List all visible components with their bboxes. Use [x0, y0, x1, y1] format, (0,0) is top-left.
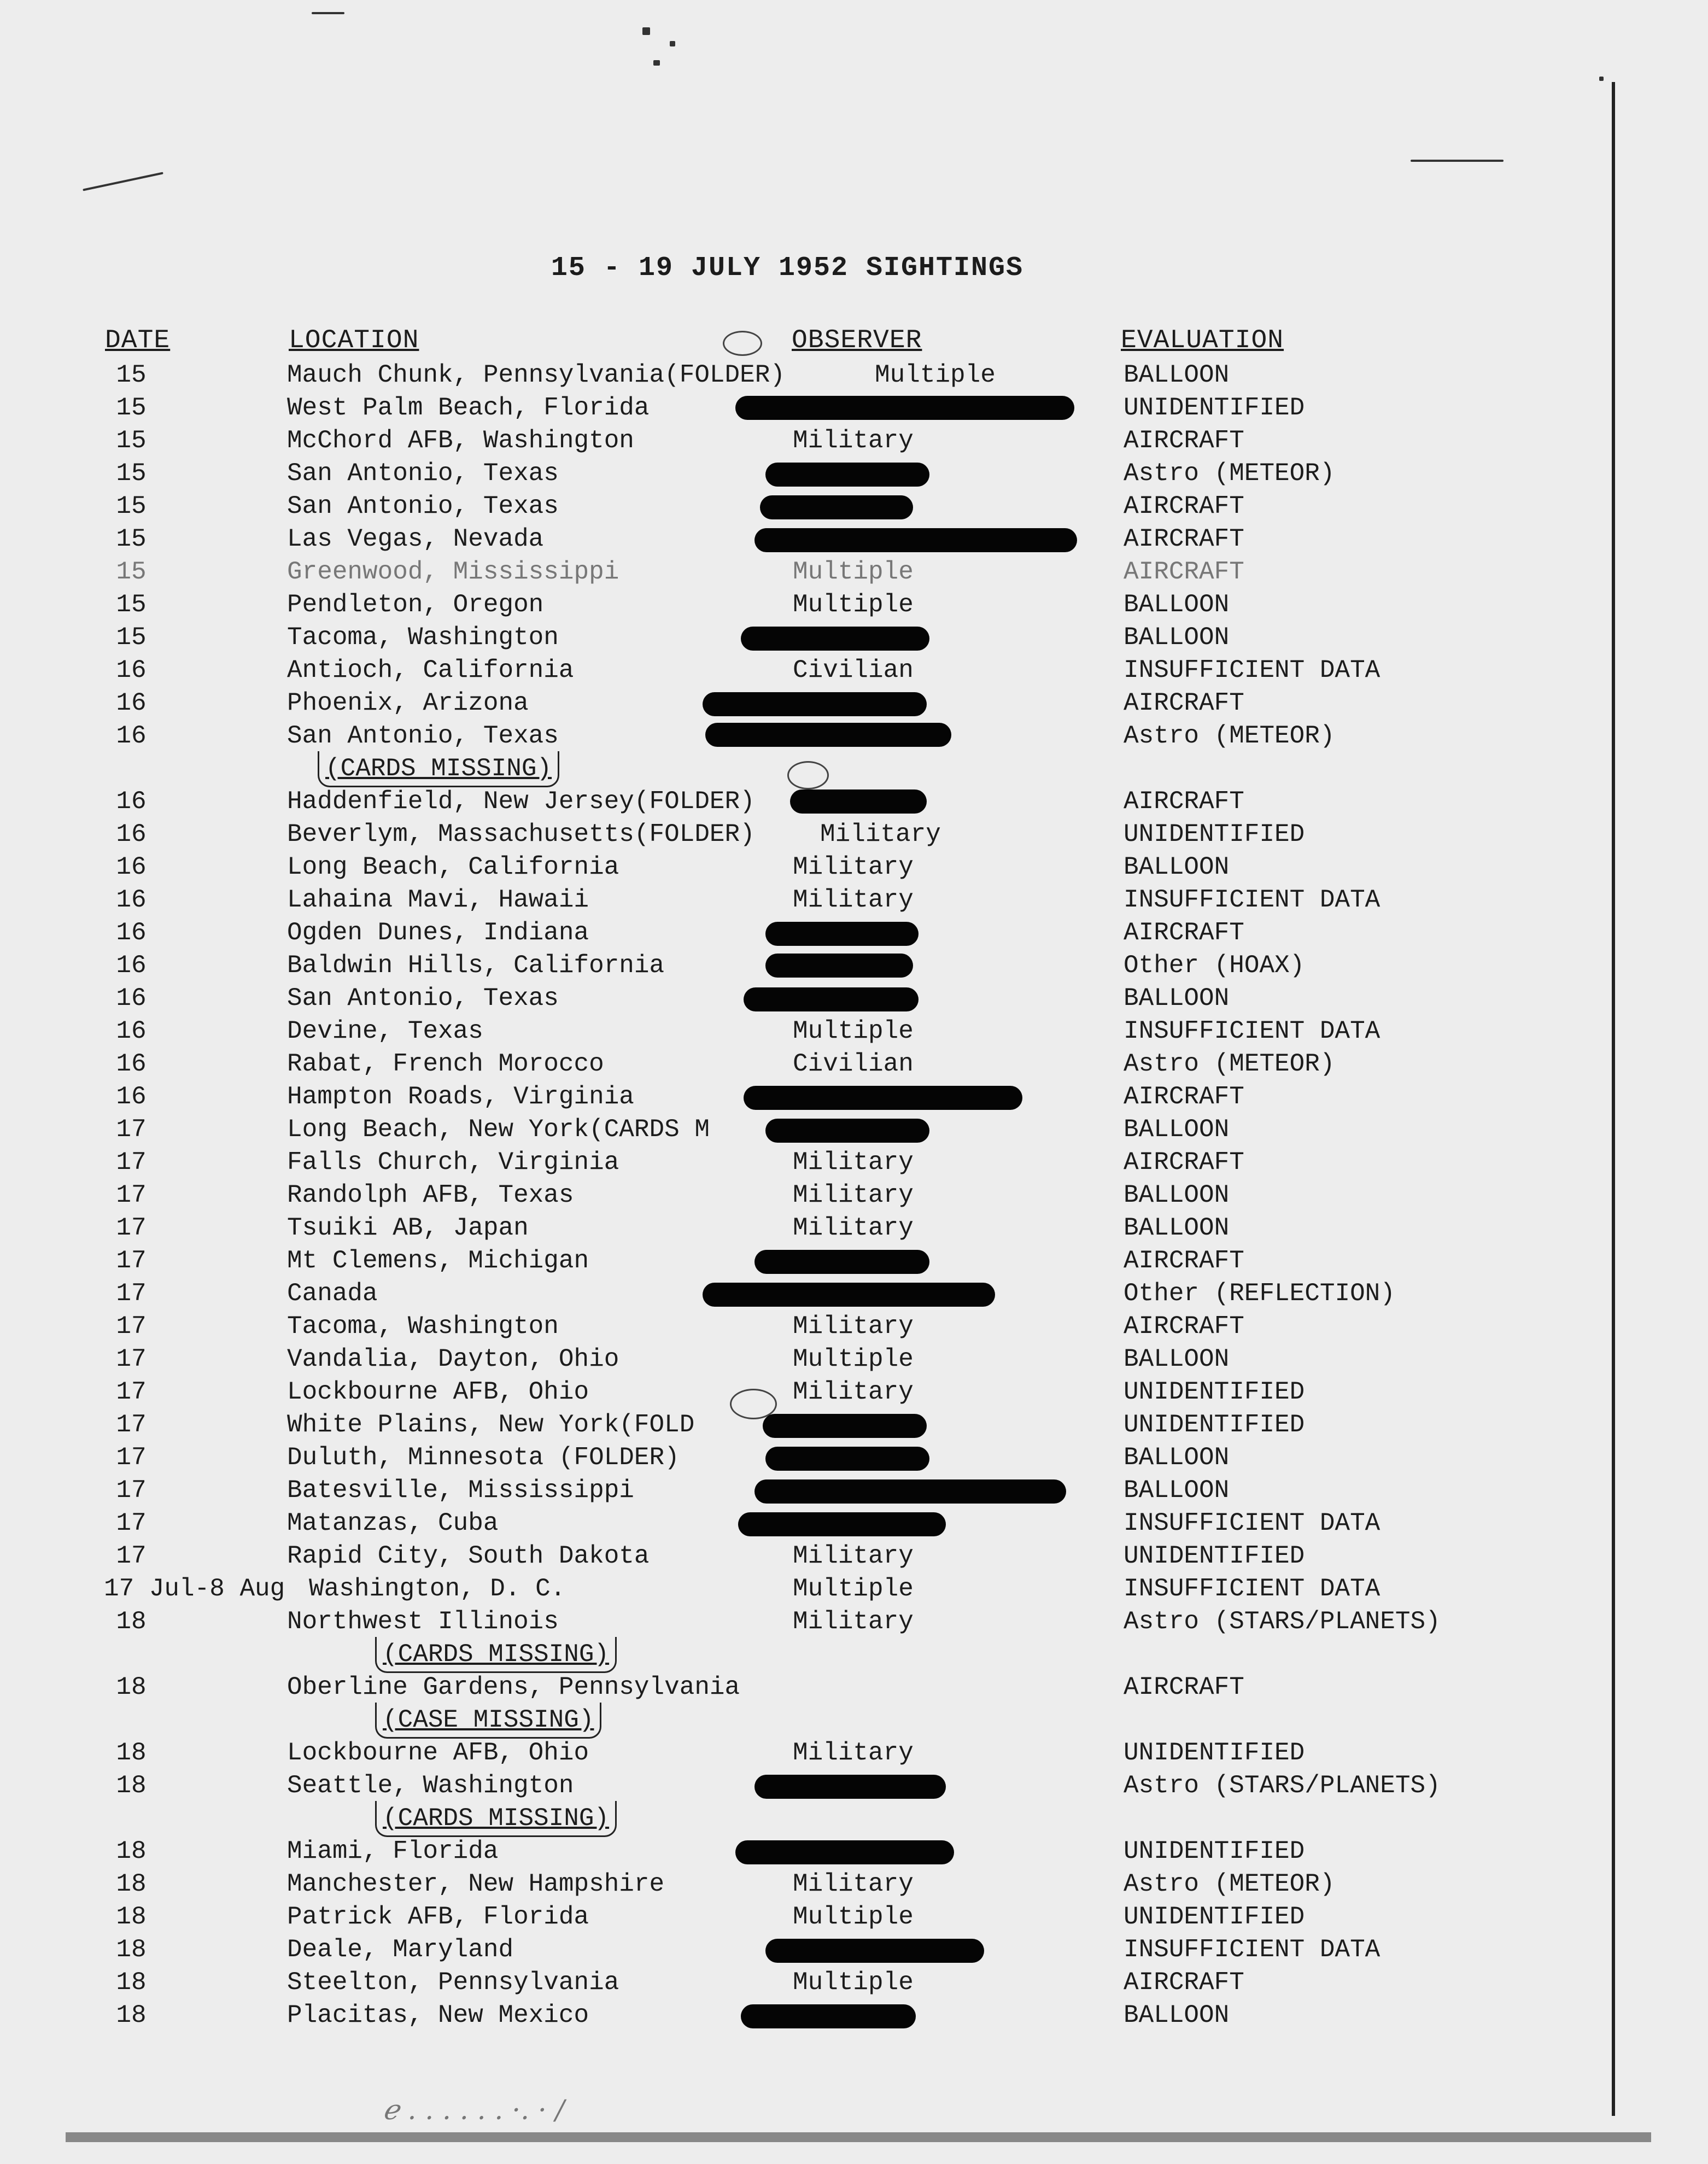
row-evaluation: Astro (METEOR): [1124, 1050, 1335, 1078]
row-observer: Civilian: [793, 1050, 914, 1078]
row-location: Randolph AFB, Texas: [287, 1181, 574, 1209]
row-observer: Military: [793, 853, 914, 881]
row-location: Canada: [287, 1279, 378, 1308]
row-evaluation: Astro (METEOR): [1124, 459, 1335, 488]
row-date: 15: [116, 459, 147, 488]
row-evaluation: UNIDENTIFIED: [1124, 1837, 1305, 1865]
row-observer: Civilian: [793, 656, 914, 685]
row-observer: Military: [793, 1378, 914, 1406]
table-row: [0, 1673, 1708, 1706]
table-row: [0, 1968, 1708, 2001]
row-location: McChord AFB, Washington: [287, 426, 634, 455]
row-date: 15: [116, 361, 147, 389]
row-evaluation: UNIDENTIFIED: [1124, 1411, 1305, 1439]
row-date: 15: [116, 394, 147, 422]
row-date: 17: [116, 1312, 147, 1341]
table-row: [0, 1214, 1708, 1247]
row-location: Lockbourne AFB, Ohio: [287, 1378, 589, 1406]
row-date: 18: [116, 1739, 147, 1767]
row-location: Tacoma, Washington: [287, 1312, 559, 1341]
row-evaluation: BALLOON: [1124, 1214, 1230, 1242]
table-row: [0, 1870, 1708, 1903]
row-date: 16: [116, 951, 147, 980]
row-evaluation: AIRCRAFT: [1124, 1312, 1244, 1341]
redaction-bar: [741, 627, 929, 651]
row-location: Duluth, Minnesota (FOLDER): [287, 1443, 680, 1472]
row-date: 17: [116, 1115, 147, 1144]
row-location: Matanzas, Cuba: [287, 1509, 499, 1537]
table-row: [0, 1575, 1708, 1607]
row-location: San Antonio, Texas: [287, 459, 559, 488]
row-location: White Plains, New York(FOLD: [287, 1411, 695, 1439]
row-date: 16: [116, 853, 147, 881]
row-date: 16: [116, 1050, 147, 1078]
row-date: 15: [116, 525, 147, 553]
row-evaluation: BALLOON: [1124, 2001, 1230, 2030]
row-date: 15: [116, 426, 147, 455]
row-evaluation: AIRCRAFT: [1124, 1083, 1244, 1111]
row-date: 18: [116, 1607, 147, 1636]
table-row: [0, 1181, 1708, 1214]
note-case-missing: (CASE MISSING): [383, 1706, 594, 1734]
row-location: Baldwin Hills, California: [287, 951, 665, 980]
row-evaluation: BALLOON: [1124, 590, 1230, 619]
row-observer: Military: [793, 1739, 914, 1767]
row-date: 17: [116, 1411, 147, 1439]
row-location: Phoenix, Arizona: [287, 689, 529, 717]
row-observer: Multiple: [793, 1575, 914, 1603]
row-evaluation: UNIDENTIFIED: [1124, 1903, 1305, 1931]
row-evaluation: INSUFFICIENT DATA: [1124, 1017, 1381, 1045]
row-evaluation: BALLOON: [1124, 361, 1230, 389]
row-location: Manchester, New Hampshire: [287, 1870, 665, 1898]
redaction-bar: [738, 1512, 946, 1536]
row-date: 17: [116, 1509, 147, 1537]
row-date: 16: [116, 689, 147, 717]
row-observer: Multiple: [875, 361, 996, 389]
row-location: Las Vegas, Nevada: [287, 525, 544, 553]
row-evaluation: UNIDENTIFIED: [1124, 1378, 1305, 1406]
redaction-bar: [765, 1447, 929, 1471]
row-observer: Military: [793, 1214, 914, 1242]
row-evaluation: AIRCRAFT: [1124, 558, 1244, 586]
row-date: 17: [116, 1279, 147, 1308]
row-location: Miami, Florida: [287, 1837, 499, 1865]
row-evaluation: INSUFFICIENT DATA: [1124, 1509, 1381, 1537]
redaction-bar: [705, 723, 951, 747]
row-date: 17: [116, 1378, 147, 1406]
row-observer: Military: [820, 820, 941, 849]
row-location: Mauch Chunk, Pennsylvania(FOLDER): [287, 361, 785, 389]
redaction-bar: [754, 1250, 929, 1274]
row-location: Lahaina Mavi, Hawaii: [287, 886, 589, 914]
row-date: 17: [116, 1181, 147, 1209]
redaction-bar: [735, 396, 1074, 420]
redaction-bar: [765, 463, 929, 487]
row-evaluation: BALLOON: [1124, 1115, 1230, 1144]
row-observer: Military: [793, 1870, 914, 1898]
table-row: [0, 1542, 1708, 1575]
redaction-bar: [763, 1414, 927, 1438]
row-location: San Antonio, Texas: [287, 984, 559, 1013]
row-evaluation: INSUFFICIENT DATA: [1124, 886, 1381, 914]
row-location: Antioch, California: [287, 656, 574, 685]
row-date: 15: [116, 623, 147, 652]
row-location: Haddenfield, New Jersey(FOLDER): [287, 787, 755, 816]
row-date: 16: [116, 1083, 147, 1111]
handwritten-scribble: ℯ . . . . . . ·. · /: [383, 2094, 565, 2126]
row-observer: Military: [793, 1181, 914, 1209]
note-cards-missing: (CARDS MISSING): [325, 755, 552, 783]
row-observer: Multiple: [793, 558, 914, 586]
row-location: Rabat, French Morocco: [287, 1050, 604, 1078]
redaction-bar: [765, 1939, 984, 1963]
row-observer: Multiple: [793, 1017, 914, 1045]
row-observer: Military: [793, 1148, 914, 1177]
row-evaluation: BALLOON: [1124, 1345, 1230, 1373]
redaction-bar: [790, 789, 927, 814]
row-evaluation: AIRCRAFT: [1124, 525, 1244, 553]
row-observer: Multiple: [793, 590, 914, 619]
row-date: 18: [116, 2001, 147, 2030]
row-evaluation: AIRCRAFT: [1124, 1968, 1244, 1997]
row-evaluation: Other (HOAX): [1124, 951, 1305, 980]
table-row: [0, 820, 1708, 853]
table-row: [0, 1050, 1708, 1083]
redaction-bar: [765, 954, 913, 978]
table-row: [0, 656, 1708, 689]
row-date: 18: [116, 1903, 147, 1931]
row-evaluation: BALLOON: [1124, 623, 1230, 652]
row-date: 18: [116, 1870, 147, 1898]
header-date: DATE: [105, 326, 171, 355]
row-location: Beverlym, Massachusetts(FOLDER): [287, 820, 755, 849]
row-location: Rapid City, South Dakota: [287, 1542, 650, 1570]
row-location: Tsuiki AB, Japan: [287, 1214, 529, 1242]
table-row: [0, 853, 1708, 886]
redaction-bar: [735, 1840, 954, 1864]
row-date: 17: [116, 1542, 147, 1570]
header-observer: OBSERVER: [792, 326, 922, 355]
row-date: 17: [116, 1247, 147, 1275]
redaction-bar: [754, 1775, 946, 1799]
row-observer: Military: [793, 1542, 914, 1570]
row-date: 17: [116, 1214, 147, 1242]
row-observer: Multiple: [793, 1968, 914, 1997]
row-date: 18: [116, 1935, 147, 1964]
row-date: 18: [116, 1837, 147, 1865]
row-location: Ogden Dunes, Indiana: [287, 919, 589, 947]
row-evaluation: AIRCRAFT: [1124, 689, 1244, 717]
table-row: [0, 361, 1708, 394]
row-observer: Military: [793, 426, 914, 455]
row-evaluation: AIRCRAFT: [1124, 426, 1244, 455]
row-date: 15: [116, 558, 147, 586]
row-date: 17: [116, 1443, 147, 1472]
row-location: Deale, Maryland: [287, 1935, 514, 1964]
redaction-bar: [765, 922, 919, 946]
row-evaluation: AIRCRAFT: [1124, 1247, 1244, 1275]
row-evaluation: AIRCRAFT: [1124, 919, 1244, 947]
row-location: San Antonio, Texas: [287, 722, 559, 750]
row-location: Steelton, Pennsylvania: [287, 1968, 619, 1997]
row-date: 17: [116, 1476, 147, 1505]
table-row: [0, 1607, 1708, 1640]
row-evaluation: BALLOON: [1124, 853, 1230, 881]
row-evaluation: BALLOON: [1124, 1181, 1230, 1209]
row-date: 16: [116, 919, 147, 947]
row-date: 16: [116, 886, 147, 914]
row-location: Washington, D. C.: [309, 1575, 566, 1603]
row-date: 16: [116, 820, 147, 849]
row-location: Pendleton, Oregon: [287, 590, 544, 619]
row-evaluation: INSUFFICIENT DATA: [1124, 1575, 1381, 1603]
row-location: Northwest Illinois: [287, 1607, 559, 1636]
row-evaluation: AIRCRAFT: [1124, 1148, 1244, 1177]
redaction-bar: [703, 1283, 995, 1307]
note-cards-missing: (CARDS MISSING): [383, 1804, 610, 1833]
row-evaluation: UNIDENTIFIED: [1124, 1739, 1305, 1767]
table-row: [0, 1017, 1708, 1050]
row-date: 17: [116, 1345, 147, 1373]
redaction-bar: [760, 495, 913, 519]
page-title: 15 - 19 JULY 1952 SIGHTINGS: [551, 253, 1024, 284]
redaction-bar: [765, 1119, 929, 1143]
table-row: [0, 886, 1708, 919]
table-row: [0, 558, 1708, 590]
row-location: Long Beach, California: [287, 853, 619, 881]
row-evaluation: BALLOON: [1124, 1476, 1230, 1505]
row-observer: Military: [793, 886, 914, 914]
row-evaluation: Astro (METEOR): [1124, 722, 1335, 750]
row-location: West Palm Beach, Florida: [287, 394, 650, 422]
row-evaluation: INSUFFICIENT DATA: [1124, 656, 1381, 685]
note-cards-missing: (CARDS MISSING): [383, 1640, 610, 1669]
table-row: [0, 1345, 1708, 1378]
row-observer: Multiple: [793, 1345, 914, 1373]
row-date: 17 Jul-8 Aug: [104, 1575, 285, 1603]
row-location: Vandalia, Dayton, Ohio: [287, 1345, 619, 1373]
row-evaluation: UNIDENTIFIED: [1124, 1542, 1305, 1570]
row-location: Oberline Gardens, Pennsylvania: [287, 1673, 740, 1701]
row-observer: Military: [793, 1607, 914, 1636]
row-date: 15: [116, 492, 147, 520]
row-location: Batesville, Mississippi: [287, 1476, 634, 1505]
redaction-bar: [754, 1479, 1066, 1504]
row-date: 17: [116, 1148, 147, 1177]
row-location: Seattle, Washington: [287, 1771, 574, 1800]
row-evaluation: INSUFFICIENT DATA: [1124, 1935, 1381, 1964]
header-location: LOCATION: [289, 326, 419, 355]
table-row: [0, 1903, 1708, 1935]
row-observer: Multiple: [793, 1903, 914, 1931]
row-location: Placitas, New Mexico: [287, 2001, 589, 2030]
row-evaluation: UNIDENTIFIED: [1124, 820, 1305, 849]
table-row: [0, 1739, 1708, 1771]
row-date: 15: [116, 590, 147, 619]
row-evaluation: Other (REFLECTION): [1124, 1279, 1395, 1308]
row-evaluation: BALLOON: [1124, 1443, 1230, 1472]
row-date: 18: [116, 1771, 147, 1800]
row-evaluation: Astro (STARS/PLANETS): [1124, 1771, 1441, 1800]
redaction-bar: [744, 987, 919, 1011]
redaction-bar: [703, 692, 927, 716]
table-row: [0, 426, 1708, 459]
row-location: Hampton Roads, Virginia: [287, 1083, 634, 1111]
row-evaluation: AIRCRAFT: [1124, 1673, 1244, 1701]
row-location: Devine, Texas: [287, 1017, 483, 1045]
row-location: Falls Church, Virginia: [287, 1148, 619, 1177]
row-evaluation: Astro (STARS/PLANETS): [1124, 1607, 1441, 1636]
row-location: Greenwood, Mississippi: [287, 558, 619, 586]
row-location: Tacoma, Washington: [287, 623, 559, 652]
row-location: Long Beach, New York(CARDS M: [287, 1115, 710, 1144]
row-location: Lockbourne AFB, Ohio: [287, 1739, 589, 1767]
redaction-bar: [744, 1086, 1022, 1110]
row-location: Patrick AFB, Florida: [287, 1903, 589, 1931]
redaction-bar: [741, 2004, 916, 2028]
row-location: Mt Clemens, Michigan: [287, 1247, 589, 1275]
row-date: 16: [116, 722, 147, 750]
row-evaluation: Astro (METEOR): [1124, 1870, 1335, 1898]
header-evaluation: EVALUATION: [1121, 326, 1284, 355]
row-evaluation: BALLOON: [1124, 984, 1230, 1013]
row-observer: Military: [793, 1312, 914, 1341]
table-row: [0, 1148, 1708, 1181]
row-date: 16: [116, 787, 147, 816]
row-date: 16: [116, 1017, 147, 1045]
table-row: [0, 1378, 1708, 1411]
table-row: [0, 1312, 1708, 1345]
redaction-bar: [754, 528, 1077, 552]
row-evaluation: AIRCRAFT: [1124, 492, 1244, 520]
row-date: 16: [116, 656, 147, 685]
row-evaluation: UNIDENTIFIED: [1124, 394, 1305, 422]
row-date: 18: [116, 1673, 147, 1701]
row-location: San Antonio, Texas: [287, 492, 559, 520]
row-date: 16: [116, 984, 147, 1013]
row-evaluation: AIRCRAFT: [1124, 787, 1244, 816]
row-date: 18: [116, 1968, 147, 1997]
table-row: [0, 590, 1708, 623]
